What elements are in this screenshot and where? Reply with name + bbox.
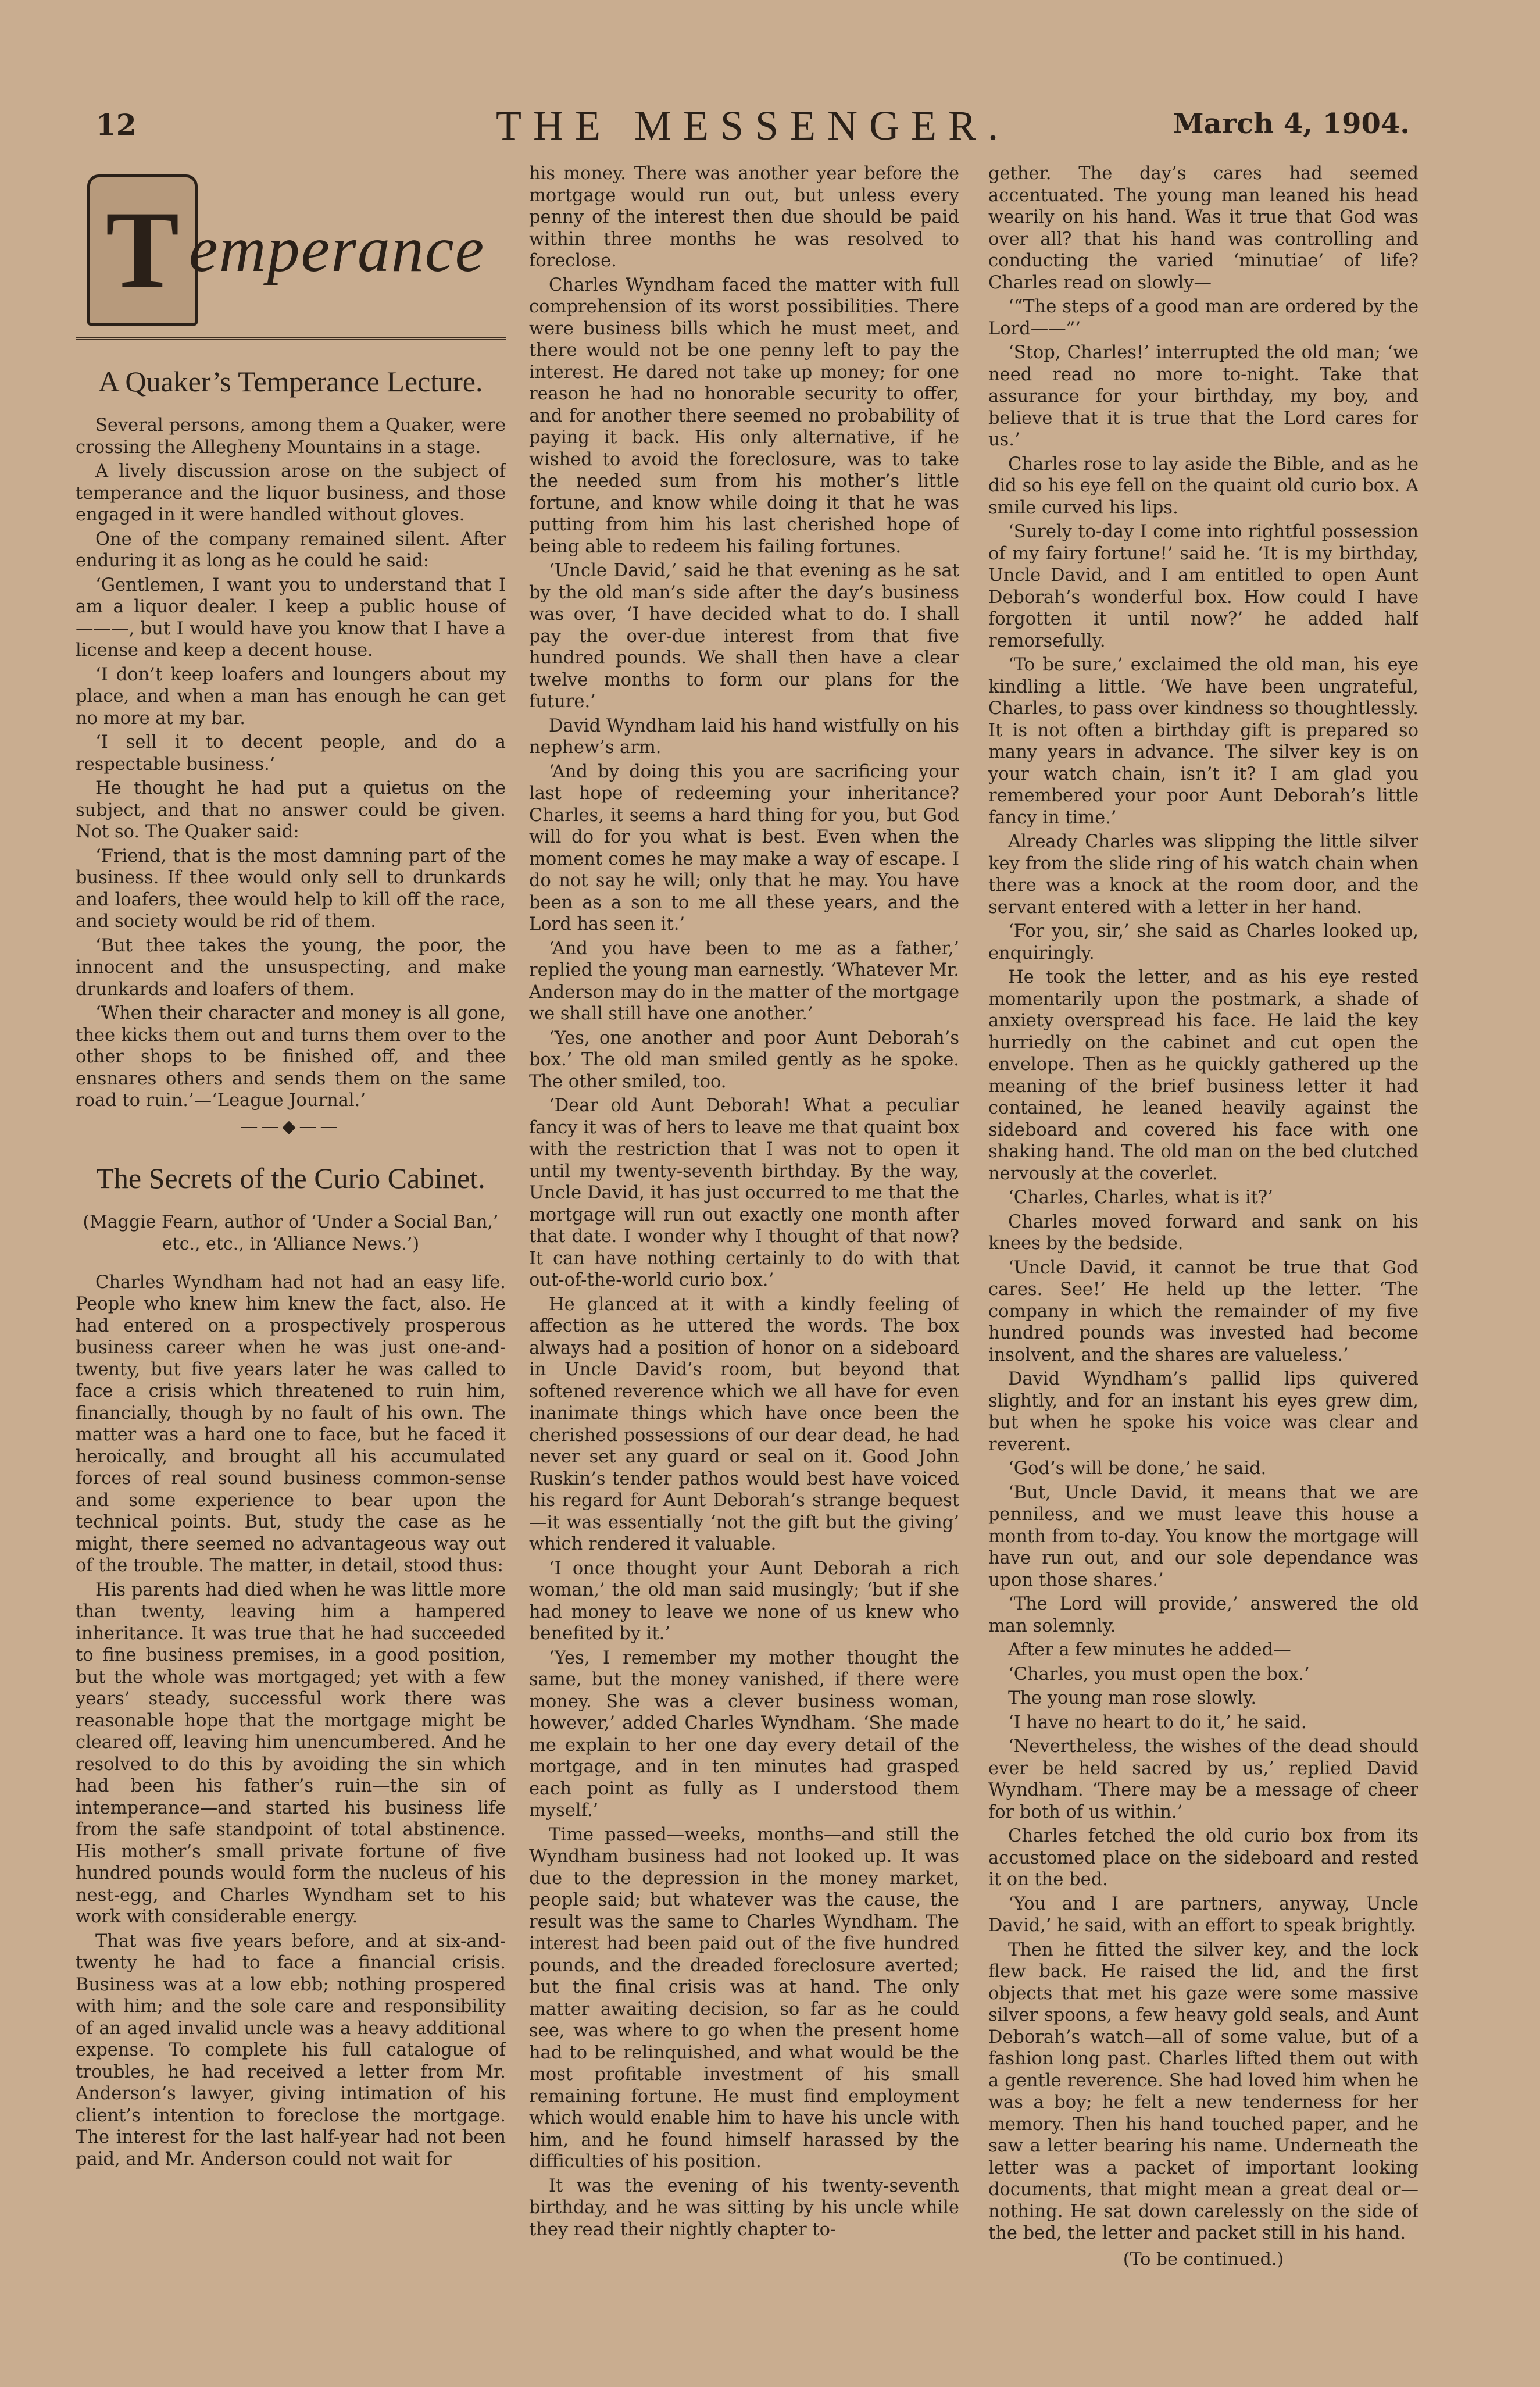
paragraph: ‘Charles, Charles, what is it?’: [1008, 1187, 1273, 1208]
paragraph: Charles rose to lay aside the Bible, and as he did so his eye fell on the quaint old curio box. A smile curved his lips.: [988, 454, 1418, 518]
paragraph: After a few minutes he added—: [1008, 1640, 1291, 1660]
paragraph: David Wyndham’s pallid lips quivered slightly, and for an instant his eyes grew dim, but when he spoke his voice was clear and reverent.: [988, 1369, 1418, 1455]
paragraph: His parents had died when he was little more than twenty, leaving him a hampered inheritance. It was true that he had succeeded to fine business premises, in a good position, but the whole was mortgaged; yet with a few years’ steady, successful work there was reasonable hope that the mortgage might be cleared off, leaving him unencumbered. And he resolved to do this by avoiding the sin which had been his father’s ruin—the sin of intemperance—and started his business life from the safe standpoint of total abstinence. His mother’s small private fortune of five hundred pounds would form the nucleus of his nest-egg, and Charles Wyndham set to his work with considerable energy.: [76, 1579, 506, 1927]
paragraph: ‘Charles, you must open the box.’: [1008, 1664, 1310, 1685]
paragraph: He glanced at it with a kindly feeling of affection as he uttered the words. The box always had a position of honor on a sideboard in Uncle David’s room, but beyond that softened reverence which we all have for even inanimate things which have once been the cherished possessions of our dear dead, he had never set any guard or seal on it. Good John Ruskin’s tender pathos would best have voiced his regard for Aunt Deborah’s strange bequest—it was essentially ‘not the gift but the giving’ which rendered it valuable.: [529, 1294, 959, 1554]
temperance-section-logo: [76, 163, 506, 340]
paragraph: ‘Uncle David,’ said he that evening as he sat by the old man’s side after the day’s business was over, ‘I have decided what to do. I shall pay the over-due interest from that five hundred pounds. We shall then have a clear twelve months to form our plans for the future.’: [529, 561, 959, 712]
paragraph: ‘But, Uncle David, it means that we are penniless, and we must leave this house a month from to-day. You know the mortgage will have run out, and our sole dependance was upon those shares.’: [988, 1482, 1418, 1590]
paragraph: Charles moved forward and sank on his knees by the bedside.: [988, 1211, 1418, 1254]
article-body-curio-col2: [529, 163, 959, 2240]
paragraph: ‘Yes, one another and poor Aunt Deborah’s box.’ The old man smiled gently as he spoke. The other smiled, too.: [529, 1027, 959, 1092]
article-byline: (Maggie Fearn, author of ‘Under a Social Ban,’ etc., etc., in ‘Alliance News.’): [83, 1211, 499, 1254]
paragraph: Charles Wyndham had not had an easy life. People who knew him knew the fact, also. He had entered on a prospectively prosperous business career when he was just one-and-twenty, but five years later he was called to face a crisis which threatened to ruin him, financially, though by no fault of his own. The matter was a hard one to face, but he faced it heroically, and brought all his accumulated forces of real sound business common-sense and some experience to bear upon the technical points. But, study the case as he might, there seemed no advantageous way out of the trouble. The matter, in detail, stood thus:: [76, 1272, 506, 1576]
logo-initial: T: [87, 174, 198, 326]
paragraph: That was five years before, and at six-and-twenty he had to face a financial crisis. Business was at a low ebb; nothing prospered with him; and the sole care and responsibility of an aged invalid uncle was a heavy additional expense. To complete his full catalogue of troubles, he had received a letter from Mr. Anderson’s lawyer, giving intimation of his client’s intention to foreclose the mortgage. The interest for the last half-year had not been paid, and Mr. Anderson could not wait for: [76, 1931, 506, 2170]
article-body-quaker: [76, 415, 506, 1112]
paragraph: ‘I don’t keep loafers and loungers about my place, and when a man has enough he can get no more at my bar.: [76, 664, 506, 729]
paragraph: ‘You and I are partners, anyway, Uncle David,’ he said, with an effort to speak brightly.: [988, 1893, 1418, 1936]
paragraph: Several persons, among them a Quaker, were crossing the Allegheny Mountains in a stage.: [76, 415, 506, 458]
paragraph: One of the company remained silent. After enduring it as long as he could he said:: [76, 529, 506, 571]
article-title-quaker: A Quaker’s Temperance Lecture.: [98, 365, 483, 398]
paragraph: ‘And you have been to me as a father,’ replied the young man earnestly. ‘Whatever Mr. Anderson may do in the matter of the mortgage we shall still have one another.’: [529, 938, 959, 1024]
paragraph: It was the evening of his twenty-seventh birthday, and he was sitting by his uncle while they read their nightly chapter to-: [529, 2175, 959, 2240]
paragraph: ‘I sell it to decent people, and do a respectable business.’: [76, 732, 506, 775]
article-separator: ——◆——: [240, 1116, 341, 1137]
paragraph: ‘“The steps of a good man are ordered by the Lord——”’: [988, 297, 1418, 339]
article-title-curio: The Secrets of the Curio Cabinet.: [96, 1161, 485, 1194]
paragraph: ‘I once thought your Aunt Deborah a rich woman,’ the old man said musingly; ‘but if she had money to leave we none of us knew who benefited by it.’: [529, 1558, 959, 1644]
paragraph: ‘Nevertheless, the wishes of the dead should ever be held sacred by us,’ replied David Wyndham. ‘There may be a message of cheer for both of us within.’: [988, 1736, 1418, 1822]
paragraph: ‘When their character and money is all gone, thee kicks them out and turns them over to the other shops to be finished off, and thee ensnares others and sends them on the same road to ruin.’—‘League Journal.’: [76, 1003, 506, 1111]
page-number: 12: [96, 108, 137, 142]
paragraph: ‘Dear old Aunt Deborah! What a peculiar fancy it was of hers to leave me that quaint box with the restriction that I was not to open it until my twenty-seventh birthday. By the way, Uncle David, it has just occurred to me that the mortgage will run out exactly one month after that date. I wonder why I thought of that now? It can have nothing certainly to do with that out-of-the-world curio box.’: [529, 1096, 959, 1290]
logo-text: emperance: [189, 213, 485, 286]
paragraph: Then he fitted the silver key, and the lock flew back. He raised the lid, and the first objects that met his gaze were some massive silver spoons, a few heavy gold seals, and Aunt Deborah’s watch—all of some value, but of a fashion long past. Charles lifted them out with a gentle reverence. She had loved him when he was a boy; he felt a new tenderness for her memory. Then his hand touched paper, and he saw a letter bearing his name. Underneath the letter was a packet of important looking documents, that might mean a great deal or—nothing. He sat down carelessly on the side of the bed, the letter and packet still in his hand.: [988, 1939, 1418, 2243]
masthead: [96, 102, 1410, 154]
paragraph: ‘To be sure,’ exclaimed the old man, his eye kindling a little. ‘We have been ungrateful, Charles, to pass over kindness so thoughtlessly. It is not often a birthday gift is prepared so many years in advance. The silver key is on your watch chain, isn’t it? I am glad you remembered your poor Aunt Deborah’s little fancy in time.’: [988, 655, 1418, 828]
paragraph: ‘Surely to-day I come into rightful possession of my fairy fortune!’ said he. ‘It is my birthday, Uncle David, and I am entitled to open Aunt Deborah’s wonderful box. How could I have forgotten it until now?’ he added half remorsefully.: [988, 522, 1418, 651]
paragraph: ‘Uncle David, it cannot be true that God cares. See!’ He held up the letter. ‘The company in which the remainder of my five hundred pounds was invested had become insolvent, and the shares are valueless.’: [988, 1257, 1418, 1365]
paragraph: ‘For you, sir,’ she said as Charles looked up, enquiringly.: [988, 921, 1418, 964]
paragraph: his money. There was another year before the mortgage would run out, but unless every penny of the interest then due should be paid within three months he was resolved to foreclose.: [529, 163, 959, 271]
paragraph: He took the letter, and as his eye rested momentarily upon the postmark, a shade of anxiety overspread his face. He laid the key hurriedly on the cabinet and cut open the envelope. Then as he quickly gathered up the meaning of the brief business letter it had contained, he leaned heavily against the sideboard and covered his face with one shaking hand. The old man on the bed clutched nervously at the coverlet.: [988, 967, 1418, 1184]
article-body-curio-col1: [76, 1272, 506, 2171]
paragraph: Charles Wyndham faced the matter with full comprehension of its worst possibilities. There were business bills which he must meet, and there would not be one penny left to pay the interest. He dared not take up money; for one reason he had no honorable security to offer, and for another there seemed no probability of paying it back. His only alternative, if he wished to avoid the foreclosure, was to take the needed sum from his mother’s little fortune, and know while doing it that he was putting from him his last cherished hope of being able to redeem his failing fortunes.: [529, 274, 959, 557]
column-2: [529, 163, 959, 2291]
to-be-continued: (To be continued.): [1123, 2249, 1284, 2270]
newspaper-title: THE MESSENGER.: [495, 102, 1010, 149]
article-body-curio-col3: [988, 163, 1418, 2245]
paragraph: ‘Gentlemen, I want you to understand that I am a liquor dealer. I keep a public house of ———, but I would have you know that I have a license and keep a decent house.: [76, 575, 506, 661]
paragraph: ‘And by doing this you are sacrificing your last hope of redeeming your inheritance? Charles, it seems a hard thing for you, but God will do for you what is best. Even when the moment comes he may make a way of escape. I do not say he will; only that he may. You have been as a son to me all these years, and the Lord has seen it.’: [529, 761, 959, 934]
paragraph: ‘But thee takes the young, the poor, the innocent and the unsuspecting, and make drunkards and loafers of them.: [76, 935, 506, 1000]
paragraph: ‘God’s will be done,’ he said.: [1008, 1458, 1267, 1479]
column-3: [988, 163, 1418, 2291]
paragraph: ‘Stop, Charles!’ interrupted the old man; ‘we need read no more to-night. Take that assurance for your birthday, my boy, and believe that it is true that the Lord cares for us.’: [988, 342, 1418, 450]
paragraph: ‘I have no heart to do it,’ he said.: [1008, 1712, 1307, 1733]
paragraph: Charles fetched the old curio box from its accustomed place on the sideboard and rested it on the bed.: [988, 1826, 1418, 1890]
paragraph: A lively discussion arose on the subject of temperance and the liquor business, and those engaged in it were handled without gloves.: [76, 461, 506, 525]
paragraph: Time passed—weeks, months—and still the Wyndham business had not looked up. It was due to the depression in the money market, people said; but whatever was the cause, the result was the same to Charles Wyndham. The interest had been paid out of the five hundred pounds, and the dreaded foreclosure averted; but the final crisis was at hand. The only matter awaiting decision, so far as he could see, was where to go when the present home had to be relinquished, and what would be the most profitable investment of his small remaining fortune. He must find employment which would enable him to have his uncle with him, and he found himself harassed by the difficulties of his position.: [529, 1824, 959, 2172]
paragraph: ‘Friend, that is the most damning part of the business. If thee would only sell to drunkards and loafers, thee would help to kill off the race, and society would be rid of them.: [76, 845, 506, 932]
paragraph: The young man rose slowly.: [1008, 1688, 1257, 1708]
paragraph: He thought he had put a quietus on the subject, and that no answer could be given. Not so. The Quaker said:: [76, 778, 506, 842]
paragraph: David Wyndham laid his hand wistfully on his nephew’s arm.: [529, 715, 959, 758]
paragraph: Already Charles was slipping the little silver key from the slide ring of his watch chain when there was a knock at the room door, and the servant entered with a letter in her hand.: [988, 832, 1418, 918]
paragraph: ‘The Lord will provide,’ answered the old man solemnly.: [988, 1594, 1418, 1636]
paragraph: ‘Yes, I remember my mother thought the same, but the money vanished, if there were money. She was a clever business woman, however,’ added Charles Wyndham. ‘She made me explain to her one day every detail of the mortgage, and in ten minutes had grasped each point as fully as I understood them myself.’: [529, 1647, 959, 1821]
paragraph: gether. The day’s cares had seemed accentuated. The young man leaned his head wearily on his hand. Was it true that God was over all? that his hand was controlling and conducting the varied ‘minutiae’ of life? Charles read on slowly—: [988, 163, 1418, 293]
issue-date: March 4, 1904.: [1173, 108, 1410, 140]
column-1: [76, 163, 506, 2291]
